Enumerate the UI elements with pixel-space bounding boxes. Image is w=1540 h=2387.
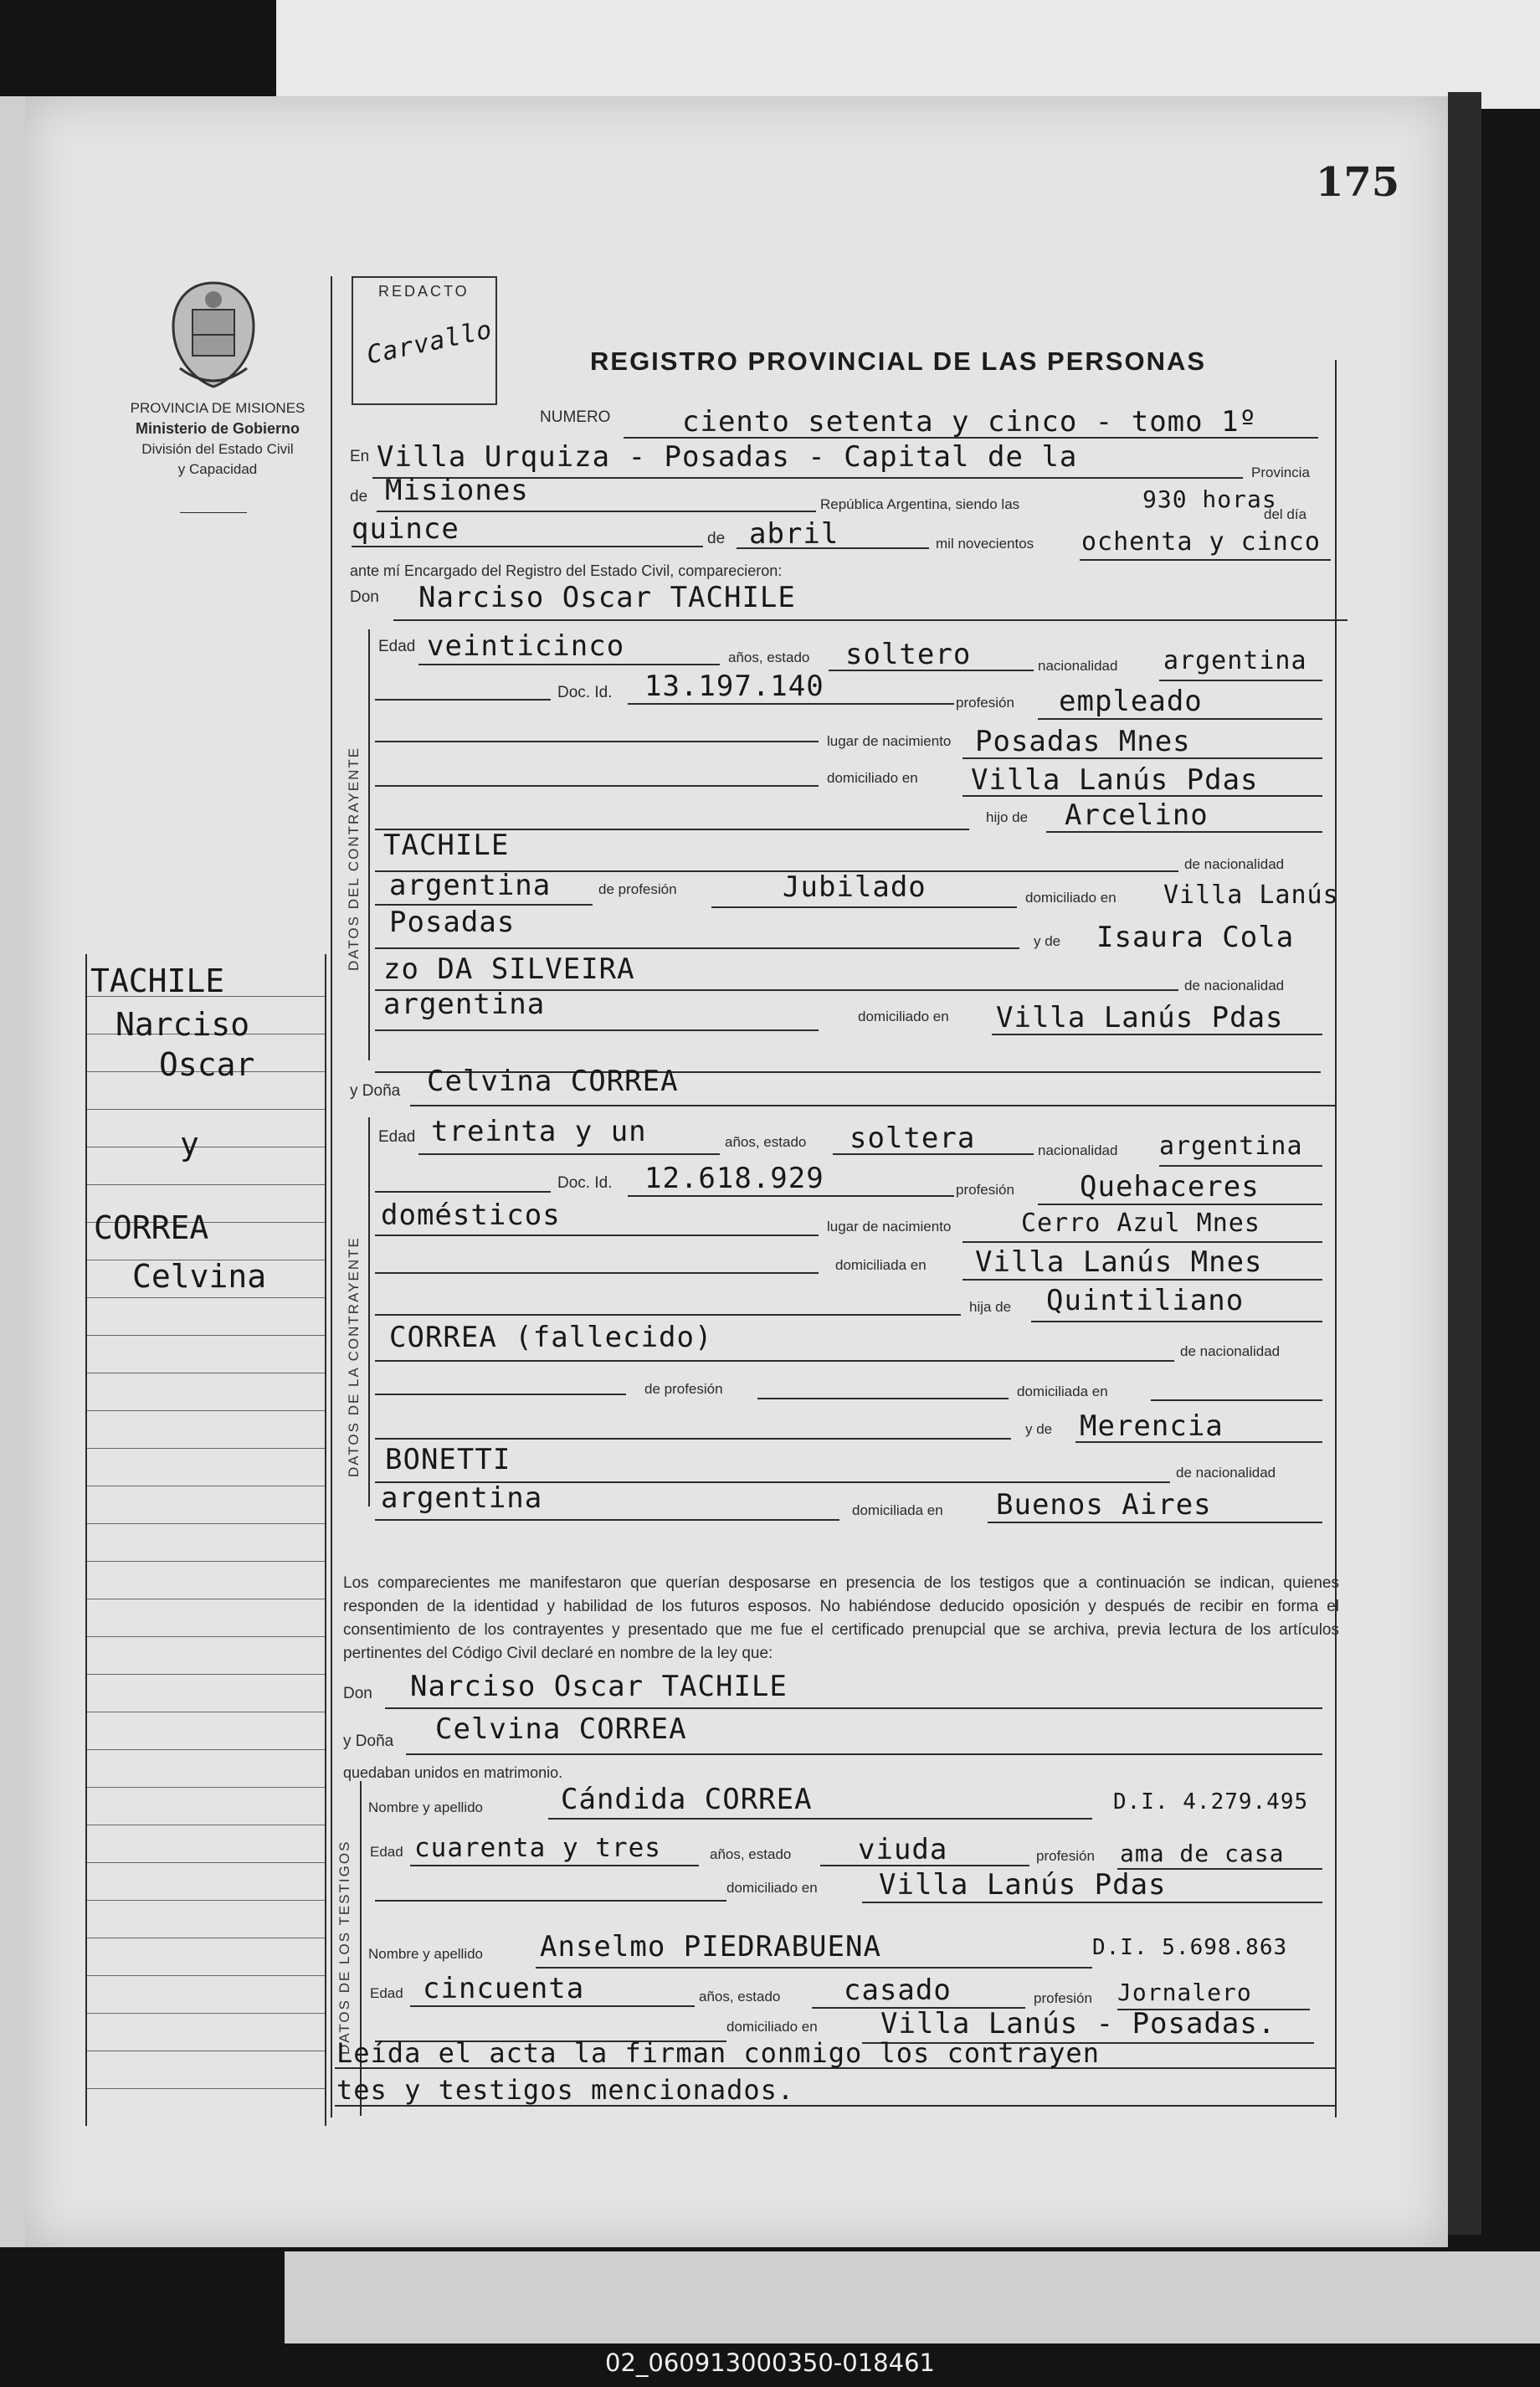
testigo2-prof: Jornalero — [1117, 1979, 1252, 2006]
testigo1-nombre: Cándida CORREA — [561, 1783, 813, 1816]
padre-prof-value: Jubilado — [783, 870, 927, 904]
margin-ruled-line — [87, 1410, 325, 1411]
domicilio-line — [963, 1279, 1322, 1281]
madre-value: Merencia — [1080, 1409, 1224, 1443]
cierre-text-2: tes y testigos mencionados. — [336, 2074, 795, 2106]
en-label: En — [350, 448, 370, 465]
dona-value: Celvina CORREA — [427, 1065, 679, 1098]
doc-value: 13.197.140 — [644, 670, 824, 703]
dia-line — [352, 546, 703, 547]
de-nacionalidad-label-2: de nacionalidad — [1184, 978, 1285, 993]
padre-apellido-value: TACHILE — [383, 829, 510, 862]
blank-line — [375, 785, 819, 787]
padre-nac-value: argentina — [389, 869, 552, 902]
doc-value: 12.618.929 — [644, 1162, 824, 1195]
doc-label: Doc. Id. — [557, 684, 613, 701]
madre-nac-line — [375, 1519, 839, 1521]
margin-ruled-line — [87, 1448, 325, 1449]
stamp-signature: Carvallo — [364, 315, 495, 371]
don-line — [385, 1707, 1322, 1709]
dona-label: y Doña — [350, 1082, 401, 1100]
profesion-label: profesión — [1036, 1848, 1095, 1864]
de-profesion-label: de profesión — [598, 881, 677, 897]
profesion-label: profesión — [956, 695, 1014, 711]
padre-prof-line — [711, 906, 1017, 908]
profesion-line — [1038, 718, 1322, 720]
margin-note-name-2: Oscar — [159, 1046, 255, 1083]
domicilio-label: domiciliado en — [827, 770, 918, 786]
lugar-value: Villa Urquiza - Posadas - Capital de la — [377, 440, 1078, 474]
domicilio-value: Villa Lanús Mnes — [975, 1245, 1263, 1279]
dona-line — [406, 1753, 1322, 1755]
scan-background-bottom — [285, 2251, 1540, 2343]
testigo2-estado: casado — [844, 1974, 952, 2007]
margin-ruled-line — [87, 1674, 325, 1675]
profesion-value: Quehaceres — [1080, 1170, 1260, 1204]
blank-line — [375, 1900, 726, 1902]
domiciliada-en-label: domiciliada en — [1017, 1383, 1108, 1399]
nombre-line-2 — [536, 1967, 1092, 1969]
testigo1-prof: ama de casa — [1120, 1840, 1285, 1867]
hija-label: hija de — [969, 1299, 1012, 1315]
blank-line — [375, 1438, 1011, 1440]
y-de-label: y de — [1034, 933, 1061, 949]
margin-ruled-line — [87, 1787, 325, 1788]
margin-ruled-line — [87, 1184, 325, 1185]
lugar-nac-label: lugar de nacimiento — [827, 1219, 952, 1235]
madre-value-2: zo DA SILVEIRA — [383, 952, 635, 986]
testigo1-estado: viuda — [858, 1833, 948, 1866]
padre-dom-value: Villa Lanús — [1163, 880, 1339, 910]
scan-background-top — [276, 0, 1540, 109]
lugar-nac-value: Posadas Mnes — [975, 725, 1191, 758]
margin-right-rule — [325, 954, 326, 2126]
madre-value: Isaura Cola — [1096, 921, 1295, 954]
book-left-edge — [0, 96, 25, 2247]
estado-value: soltero — [845, 638, 972, 671]
nacionalidad-label: nacionalidad — [1038, 1142, 1118, 1158]
margin-ruled-line — [87, 1109, 325, 1110]
margin-ruled-line — [87, 1335, 325, 1336]
margin-ruled-line — [87, 2088, 325, 2089]
division-label: División del Estado Civil — [141, 441, 294, 457]
profesion-label-2: profesión — [1034, 1990, 1092, 2006]
hijo-label: hijo de — [986, 809, 1029, 825]
page-number: 175 — [1316, 159, 1400, 206]
numero-value: ciento setenta y cinco - tomo 1º — [682, 405, 1258, 439]
doc-label: Doc. Id. — [557, 1174, 613, 1192]
blank-line — [375, 699, 551, 701]
redacto-stamp — [352, 276, 497, 405]
division-label-2: y Capacidad — [177, 461, 258, 477]
blank-line — [375, 1191, 551, 1193]
domiciliado-label-2: domiciliado en — [726, 2019, 818, 2035]
profesion-line — [1038, 1204, 1322, 1205]
edad-line — [410, 1865, 699, 1866]
book-right-edge — [1448, 92, 1481, 2235]
margin-ruled-line — [87, 1636, 325, 1637]
contrayente-rule — [368, 629, 370, 1060]
blank-line — [375, 1314, 961, 1316]
domiciliado-line — [862, 1902, 1322, 1903]
don-label: Don — [343, 1685, 372, 1702]
madre-dom-label: domiciliado en — [858, 1009, 949, 1024]
image-footer-code: 02_060913000350-018461 — [605, 2348, 935, 2377]
lugar-nac-line — [963, 1241, 1322, 1243]
doc-line — [628, 703, 954, 705]
margin-note-surname-2: CORREA — [94, 1209, 209, 1246]
de-nacionalidad-label: de nacionalidad — [1184, 856, 1285, 872]
edad-label-2: Edad — [370, 1985, 403, 2001]
margin-note-name-3: Celvina — [132, 1258, 267, 1295]
blank-line — [375, 1394, 626, 1395]
nombre-label-2: Nombre y apellido — [368, 1946, 484, 1962]
padre-dom-line — [375, 947, 1019, 949]
dona-value: Celvina CORREA — [435, 1712, 687, 1746]
contrayente-side-label: DATOS DEL CONTRAYENTE — [346, 746, 362, 971]
anio-value: ochenta y cinco — [1081, 527, 1321, 557]
margin-ruled-line — [87, 1561, 325, 1562]
contrayente-f-rule — [368, 1117, 370, 1507]
divider — [180, 512, 247, 513]
padre-value: Arcelino — [1065, 798, 1209, 832]
form-left-rule — [331, 276, 332, 2118]
margin-ruled-line — [87, 1975, 325, 1976]
estado-value: soltera — [850, 1122, 976, 1155]
domiciliado-label: domiciliado en — [726, 1880, 818, 1896]
register-title: REGISTRO PROVINCIAL DE LAS PERSONAS — [590, 346, 1207, 376]
numero-label: NUMERO — [540, 408, 611, 426]
margin-note-and: y — [180, 1126, 199, 1163]
margin-left-rule — [85, 954, 87, 2126]
ministry-header — [84, 398, 352, 480]
anios-estado-label: años, estado — [725, 1134, 807, 1150]
dia-value: quince — [352, 512, 459, 546]
margin-ruled-line — [87, 1862, 325, 1863]
profesion-line-2 — [375, 1235, 819, 1236]
madre-nac-line — [375, 1029, 819, 1031]
domicilio-label: domiciliada en — [835, 1257, 927, 1273]
madre-nac-value: argentina — [381, 1481, 543, 1515]
madre-dom-line — [988, 1522, 1322, 1523]
profesion-value-2: domésticos — [381, 1199, 561, 1232]
margin-ruled-line — [87, 1297, 325, 1298]
don-label: Don — [350, 588, 379, 606]
testigos-side-label: DATOS DE LOS TESTIGOS — [336, 1840, 352, 2055]
republica-label: República Argentina, siendo las — [820, 496, 1020, 512]
margin-note-name: Narciso — [116, 1006, 250, 1043]
coat-of-arms-icon — [163, 276, 264, 393]
blank-line — [1151, 1399, 1322, 1401]
testigo2-edad: cincuenta — [423, 1972, 585, 2005]
margin-ruled-line — [87, 1523, 325, 1524]
padre-apellido-value: CORREA (fallecido) — [389, 1321, 713, 1354]
contrayente-f-side-label: DATOS DE LA CONTRAYENTE — [346, 1236, 362, 1477]
blank-line — [757, 1398, 1009, 1399]
anio-line — [1080, 559, 1331, 561]
edad-line — [418, 664, 720, 665]
padre-dom-value-2: Posadas — [389, 906, 516, 939]
dona-line — [410, 1105, 1335, 1106]
margin-ruled-line — [87, 1749, 325, 1750]
domicilio-value: Villa Lanús Pdas — [971, 763, 1259, 797]
doc-line — [628, 1195, 954, 1197]
nacionalidad-value: argentina — [1163, 646, 1307, 675]
edad-line — [418, 1153, 720, 1155]
provincia-label: Provincia — [1251, 465, 1310, 480]
edad-label: Edad — [378, 1128, 416, 1146]
ministry-label: Ministerio de Gobierno — [135, 420, 300, 437]
nombre-line — [548, 1818, 1092, 1820]
edad-value: veinticinco — [427, 629, 625, 663]
de-nacionalidad-label-2: de nacionalidad — [1176, 1465, 1276, 1481]
madre-dom-value: Villa Lanús Pdas — [996, 1001, 1284, 1034]
stamp-label: REDACTO — [378, 283, 470, 300]
nombre-label: Nombre y apellido — [368, 1799, 484, 1815]
testigo1-dom: Villa Lanús Pdas — [879, 1868, 1167, 1902]
testigo2-doc: D.I. 5.698.863 — [1092, 1935, 1288, 1960]
profesion-value: empleado — [1059, 685, 1203, 718]
declaracion-text: Los comparecientes me manifestaron que querían desposarse en presencia de los testigos que a continuación se indican, quienes responden de la identidad y habilidad de los futuros esposos. No habiéndose deducido oposición y después de recibir en forma el consentimiento de los contrayentes y presentado que me fue el certificado prenupcial que se archiva, previa lectura de los artículos pertinentes del Código Civil declaré en nombre de la ley que: — [343, 1574, 1339, 1662]
lugar-nac-label: lugar de nacimiento — [827, 733, 952, 749]
mil-label: mil novecientos — [936, 536, 1034, 552]
nacionalidad-label: nacionalidad — [1038, 658, 1118, 674]
cierre-text-1: Leída el acta la firman conmigo los contrayen — [336, 2037, 1100, 2069]
edad-value: treinta y un — [431, 1115, 647, 1148]
de-label: de — [350, 488, 368, 506]
testigo1-doc: D.I. 4.279.495 — [1113, 1789, 1309, 1815]
nacionalidad-line — [1159, 680, 1322, 681]
padre-apellido-line — [375, 1360, 1174, 1362]
don-value: Narciso Oscar TACHILE — [410, 1670, 788, 1703]
lugar-nac-value: Cerro Azul Mnes — [1021, 1209, 1260, 1238]
domiciliado-en-label: domiciliado en — [1025, 890, 1116, 906]
madre-apellido-value: BONETTI — [385, 1443, 511, 1476]
province-label: PROVINCIA DE MISIONES — [130, 400, 305, 416]
de-profesion-label: de profesión — [644, 1381, 723, 1397]
y-de-label: y de — [1025, 1421, 1053, 1437]
testigo1-edad: cuarenta y tres — [414, 1833, 661, 1863]
ante-label: ante mí Encargado del Registro del Estado Civil, comparecieron: — [350, 562, 783, 579]
madre-dom-value: Buenos Aires — [996, 1488, 1212, 1522]
edad-label: Edad — [378, 638, 416, 655]
de-nacionalidad-label: de nacionalidad — [1180, 1343, 1281, 1359]
quedaban-label: quedaban unidos en matrimonio. — [343, 1764, 563, 1781]
testigo2-nombre: Anselmo PIEDRABUENA — [540, 1930, 881, 1964]
hora-value: 930 horas — [1142, 485, 1277, 513]
don-line — [393, 619, 1348, 621]
mes-value: abril — [749, 517, 839, 551]
padre-value: Quintiliano — [1046, 1284, 1245, 1317]
nacionalidad-value: argentina — [1159, 1132, 1303, 1161]
de-label-2: de — [707, 530, 726, 547]
profesion-label: profesión — [956, 1182, 1014, 1198]
del-dia-label: del día — [1264, 506, 1307, 522]
anios-estado-label: años, estado — [710, 1846, 792, 1862]
padre-line — [1031, 1321, 1322, 1322]
blank-line — [375, 741, 819, 742]
madre-dom-label: domiciliada en — [852, 1502, 943, 1518]
dona-label: y Doña — [343, 1732, 394, 1750]
nacionalidad-line — [1159, 1165, 1322, 1167]
margin-ruled-line — [87, 1900, 325, 1901]
madre-nac-value: argentina — [383, 988, 546, 1021]
edad-line-2 — [410, 2005, 695, 2007]
blank-line — [375, 1272, 819, 1274]
anios-estado-label: años, estado — [728, 649, 810, 665]
margin-ruled-line — [87, 2013, 325, 2014]
testigo2-dom: Villa Lanús - Posadas. — [880, 2007, 1276, 2041]
anios-estado-label-2: años, estado — [699, 1989, 781, 2005]
form-right-rule — [1335, 360, 1337, 2118]
margin-note-surname: TACHILE — [90, 963, 225, 999]
edad-label: Edad — [370, 1844, 403, 1860]
don-value: Narciso Oscar TACHILE — [418, 581, 796, 614]
provincia-value: Misiones — [385, 474, 529, 507]
